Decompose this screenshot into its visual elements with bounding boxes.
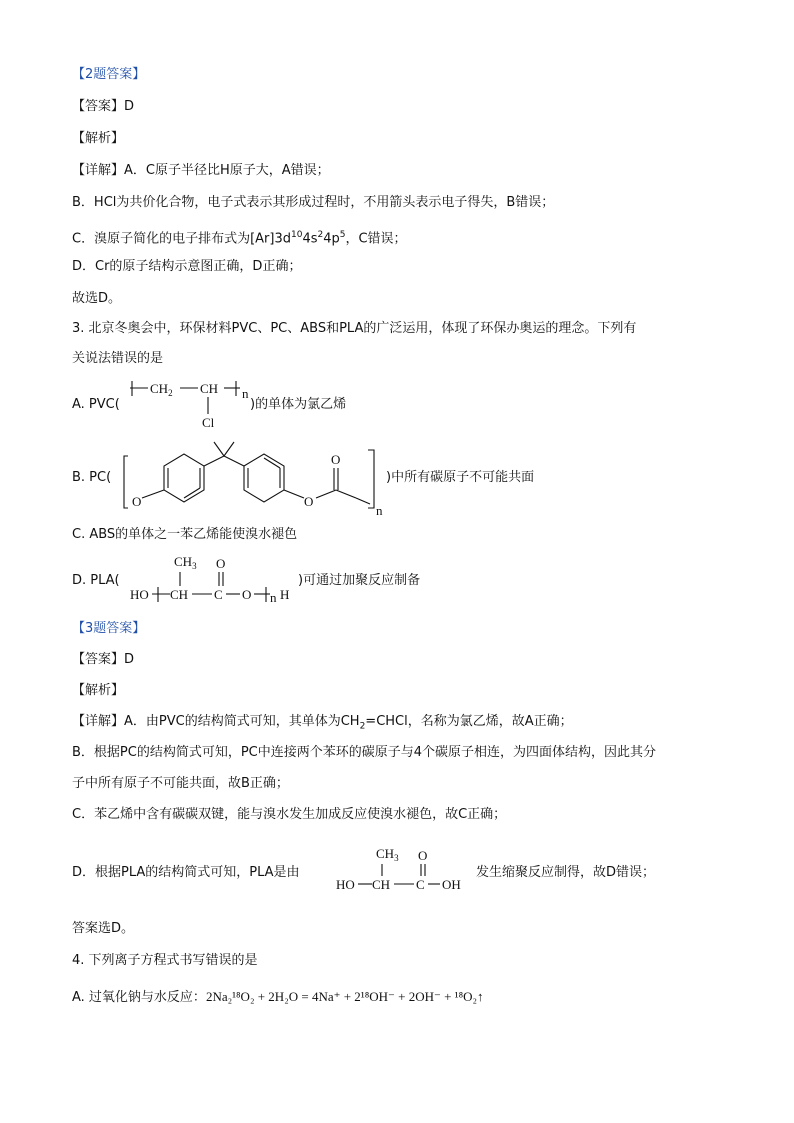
q3-detail-a-post: =CHCl，名称为氯乙烯，故A正确； [365, 714, 573, 729]
pla-n: n [270, 590, 277, 604]
la-ch3: $CH_3$ [376, 846, 399, 863]
q3-detail-a [72, 713, 573, 736]
pla-o: O [216, 556, 226, 571]
q3-detail-d-post: 发生缩聚反应制得，故D错误； [476, 865, 656, 880]
q2-detail-c-pre: C．溴原子简化的电子排布式为[Ar]3d [72, 231, 291, 247]
pc-o2: O [304, 494, 314, 509]
q2-sup2: 2 [317, 230, 324, 240]
q3-opt-b-pre: B. PC( [72, 470, 112, 485]
q2-detail-d: D．Cr的原子结构示意图正确，D正确； [72, 259, 302, 274]
pc-structure [118, 438, 390, 516]
q2-analysis: 【解析】 [72, 131, 125, 146]
q2-answer: 【答案】D [72, 99, 135, 114]
q2-detail-a: 【详解】A．C原子半径比H原子大，A错误； [72, 163, 330, 178]
q3-stem-line1: 3. 北京冬奥会中，环保材料PVC、PC、ABS和PLA的广泛运用，体现了环保办奥运的理念。下列有 [72, 321, 637, 336]
pc-o3: O [331, 452, 341, 467]
q2-detail-c [72, 226, 407, 248]
q2-sup3: 5 [339, 230, 346, 240]
la-o: O [418, 848, 428, 863]
pvc-cl: Cl [202, 415, 215, 430]
q2-detail-b: B．HCl为共价化合物，电子式表示其形成过程时，不用箭头表示电子得失，B错误； [72, 195, 555, 210]
q3-conclusion: 答案选D。 [72, 921, 135, 936]
q3-opt-b-post: )中所有碳原子不可能共面 [386, 470, 535, 485]
pc-o1: O [132, 494, 142, 509]
q2-detail-c-post: ，C错误； [345, 231, 407, 247]
pvc-ch2: $CH_2$ [150, 381, 173, 398]
pvc-ch: CH [200, 381, 219, 396]
pla-structure [128, 552, 298, 604]
q3-detail-a-pre: 【详解】A．由PVC的结构简式可知，其单体为CH [72, 714, 360, 729]
lactic-acid-structure [334, 842, 474, 894]
q2-mid1: 4s [302, 231, 318, 247]
la-oh: OH [442, 877, 461, 892]
pvc-structure [128, 372, 253, 432]
la-c: C [416, 877, 425, 892]
q3-opt-d-pre: D. PLA( [72, 573, 120, 588]
q3-stem-line2: 关说法错误的是 [72, 351, 164, 366]
q2-conclusion: 故选D。 [72, 291, 122, 306]
pla-h: H [280, 587, 290, 602]
q4-opt-a [72, 988, 484, 1007]
q3-detail-a-sub: 2 [359, 721, 366, 732]
pla-ch3: $CH_3$ [174, 554, 197, 571]
q3-opt-c: C. ABS的单体之一苯乙烯能使溴水褪色 [72, 527, 298, 542]
pla-ho: HO [130, 587, 149, 602]
q3-detail-b2: 子中所有原子不可能共面，故B正确； [72, 776, 289, 791]
la-ch: CH [372, 877, 391, 892]
q2-sup1: 10 [290, 230, 303, 240]
q4-opt-a-equation: 2Na₂¹⁸O₂ + 2H₂O = 4Na⁺ + 2¹⁸OH⁻ + 2OH⁻ + ¹⁸O₂↑ [205, 989, 484, 1004]
q3-opt-a-pre: A. PVC( [72, 397, 120, 412]
q3-detail-c: C．苯乙烯中含有碳碳双键，能与溴水发生加成反应使溴水褪色，故C正确； [72, 807, 507, 822]
pla-o2: O [242, 587, 252, 602]
q2-mid2: 4p [323, 231, 340, 247]
pvc-n: n [242, 386, 249, 401]
q3-answer-header: 【3题答案】 [72, 621, 146, 636]
q4-stem: 4. 下列离子方程式书写错误的是 [72, 953, 258, 968]
pla-ch: CH [170, 587, 189, 602]
q4-opt-a-pre: A. 过氧化钠与水反应： [72, 990, 206, 1005]
pla-c: C [214, 587, 223, 602]
pc-n: n [376, 503, 383, 516]
la-ho: HO [336, 877, 355, 892]
q3-analysis: 【解析】 [72, 683, 125, 698]
q3-detail-b1: B．根据PC的结构简式可知，PC中连接两个苯环的碳原子与4个碳原子相连，为四面体结构，因此其分 [72, 745, 657, 760]
q3-answer: 【答案】D [72, 652, 135, 667]
q2-answer-header: 【2题答案】 [72, 67, 146, 82]
q3-opt-d-post: )可通过加聚反应制备 [298, 573, 421, 588]
q3-opt-a-post: )的单体为氯乙烯 [250, 397, 347, 412]
q3-detail-d-pre: D．根据PLA的结构简式可知，PLA是由 [72, 865, 300, 880]
